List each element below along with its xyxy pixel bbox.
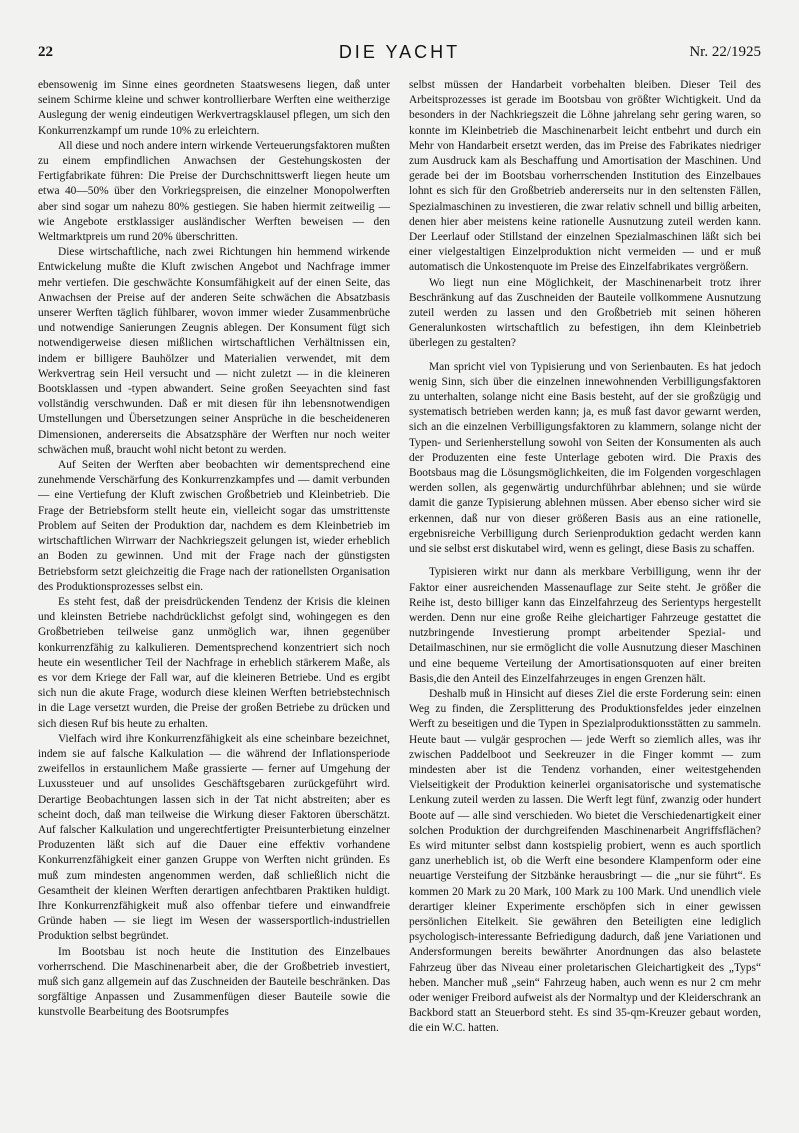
journal-title: DIE YACHT	[338, 42, 461, 62]
paragraph: All diese und noch andere intern wirkende Verteuerungsfaktoren mußten zu einem empfindlichen Anwachsen der Gestehungskosten der Fertigfabrikate führen: Die Preise der Durchschnittswerft liegen heute um etwa 40—50% über den Vorkriegspreisen, die einzelner Monopolwerften aber sind sogar um nahezu 80% gestiegen. Sie haben hiermit zeitweilig — wie Angebote erstklassiger ausländischer Werften beweisen — den Weltmarktpreis um rund 20% überschritten.	[38, 139, 390, 244]
page-header	[38, 44, 761, 70]
paragraph-gap	[409, 352, 761, 360]
paragraph: Es steht fest, daß der preisdrückenden Tendenz der Krisis die kleinen und kleinsten Betriebe nachdrücklichst gefolgt sind, wohingegen es den Großbetrieben teilweise ganz unmöglich war, ihnen gegenüber konkurrenzfähig zu kalkulieren. Dementsprechend konzentriert sich noch heute ein wesentlicher Teil der Nachfrage in erheblich stärkerem Maße, als es vor dem Kriege der Fall war, auf die kleineren Betriebe. Und es ergibt sich nun die akute Frage, wodurch diese kleinen Werften betriebstechnisch in die Lage versetzt wurden, die Preise der großen Betriebe zu drücken und sich diesen Ruf bis heute zu erhalten.	[38, 595, 390, 730]
left-column	[38, 78, 390, 1078]
paragraph: Diese wirtschaftliche, nach zwei Richtungen hin hemmend wirkende Entwickelung mußte die Kluft zwischen Angebot und Nachfrage immer mehr vertiefen. Die geschwächte Konsumfähigkeit auf der einen Seite, das Anwachsen der Preise auf der anderen Seite schwächen die Absatzbasis unserer Werften täglich fühlbarer, wovon immer wieder Zusammenbrüche und notwendige Sanierungen Zeugnis ablegen. Der Konsument fügt sich notwendigerweise diesen mißlichen wirtschaftlichen Verhältnissen ein, indem er billigere Bauhölzer und Materialien verwendet, mit dem Werkvertrag sein Heil versucht und — nicht zuletzt — in die kleineren Bootsklassen und -typen abwandert. Seine großen Seeyachten sind fast vollständig verschwunden. Daß er mit diesen für ihn lebensnotwendigen Umstellungen und Übersetzungen seiner Ansprüche in die bescheideneren Dimensionen, andererseits die Absatzsphäre der Werften nur noch weiter schwächen muß, braucht wohl nicht betont zu werden.	[38, 246, 390, 456]
paragraph: Vielfach wird ihre Konkurrenzfähigkeit als eine scheinbare bezeichnet, indem sie auf falsche Kalkulation — die während der Inflationsperiode zweifellos in erstaunlichem Maße grassierte — ferner auf Umgehung der Luxussteuer und auf unsolides Geschäftsgebaren zurückgeführt wird. Derartige Beobachtungen lassen sich in der Tat nicht abstreiten; aber es scheint doch, daß man teilweise die Wirkung dieser Faktoren überschätzt. Auf falscher Kalkulation und ungerechtfertigter Preisunterbietung einzelner Produzenten läßt sich auf die Dauer eine effektiv vorhandene Konkurrenzfähigkeit einer ganzen Gruppe von Werften nicht gründen. Es muß zum mindesten angenommen werden, daß schließlich nicht die Gesamtheit der kleinen Werften derartigen anfechtbaren Praktiken huldigt. Ihre Konkurrenzfähigkeit muß also offenbar tiefere und einwandfreie Gründe haben — sie liegt im Wesen der wassersportlich-industriellen Produktion selbst begründet.	[38, 732, 390, 943]
paragraph: Deshalb muß in Hinsicht auf dieses Ziel die erste Forderung sein: einen Weg zu finden, die Zersplitterung des Produktionsfeldes jeder einzelnen Werft zu beseitigen und die Typen in Spezialproduktionsstätten zu sammeln. Heute baut — vulgär gesprochen — jede Werft so ziemlich alles, was ihr zwischen Paddelboot und Seekreuzer in die Finger kommt — zum mindesten aber ist die Tendenz vorhanden, einer weitestgehenden Vielseitigkeit der Produktion keinerlei organisatorische und systematische Lenkung zuteil werden zu lassen. Die Werft legt fünf, zwanzig oder hundert Boote auf — alle sind verschieden. Wo bietet die Verschiedenartigkeit einer solchen Produktion der durchgreifenden Maschinenarbeit Angriffsflächen? Es wird mitunter selbst dann kostspielig probiert, wenn es auch sportlich ganz unerheblich ist, ob die Werft eine besondere Klampenform oder eine neuartige Versteifung der Sitzbänke herausbringt — die „nur sie führt“. Es kommen 20 Mark zu 20 Mark, 100 Mark zu 100 Mark. Und unendlich viele derartiger kleiner Experimente erschöpfen sich in einer gewissen persönlichen Eitelkeit. Sie gewähren den Beteiligten eine lediglich psychologisch-interessante Befriedigung dadurch, daß jene Variationen und Andersformungen bereits bewährter Anordnungen das also belastete Fahrzeug über das Niveau einer proletarischen Gleichartigkeit des „Typs“ heben. Mancher muß „sein“ Fahrzeug haben, auch wenn es nur 2 cm mehr oder weniger Freibord aufweist als der Normaltyp und der Kleiderschrank an Backbord statt an Steuerbord steht. Es sind 35-qm-Kreuzer gebaut worden, die ein W.C. hatten.	[409, 687, 761, 1035]
paragraph: ebensowenig im Sinne eines geordneten Staatswesens liegen, daß unter seinem Schirme kleine und schwer kontrollierbare Werften eine weitherzige Auslegung der wenig eindeutigen Werkvertragsklausel pflegen, um sich den Konkurrenzkampf um runde 10% zu erleichtern.	[38, 79, 390, 137]
issue-number: Nr. 22/1925	[689, 44, 761, 60]
paragraph: Typisieren wirkt nur dann als merkbare Verbilligung, wenn ihr der Faktor einer ausreichenden Massenauflage zur Seite steht. Je größer die Reihe ist, desto billiger kann das Einzelfahrzeug des Serientyps hergestellt werden. Denn nur eine große Reihe gleichartiger Fahrzeuge gestattet die nutzbringende Investierung prompt arbeitender Spezial- und Detailmaschinen, nur sie ermöglicht die volle Ausnutzung dieser Maschinen und eine bequeme Verteilung der Amortisationsquoten auf einer breiten Basis,die den Anteil des Einzelfahrzeuges in engen Grenzen hält.	[409, 566, 761, 685]
paragraph: Man spricht viel von Typisierung und von Serienbauten. Es hat jedoch wenig Sinn, sich über die einzelnen innewohnenden Verbilligungsfaktoren zu unterhalten, solange nicht eine Basis besteht, auf der sie großzügig und systematisch betrieben werden kann; ja, es muß fast davor gewarnt werden, sich an die einzelnen Verbilligungsfaktoren zu klammern, solange nicht der Typen- und Serienherstellung sowohl von Seiten der Konsumenten als auch der Produzenten eine feste Unterlage geboten wird. Die Praxis des Bootsbaus mag die Lösungsmöglichkeiten, die im Folgenden vorgeschlagen werden sollen, als gegenwärtig undurchführbar ablehnen; und sie würde damit die ganze Typisierung ablehnen müssen. Aber ebenso sicher wird sie erkennen, daß nur von dieser größeren Basis aus an eine rationelle, ergebnisreiche Verbilligung durch Serienproduktion gedacht werden kann und sie selbst erst diskutabel wird, wenn es gelingt, diese Basis zu schaffen.	[409, 360, 761, 556]
paragraph: Wo liegt nun eine Möglichkeit, der Maschinenarbeit trotz ihrer Beschränkung auf das Zuschneiden der Bauteile vollkommene Ausnutzung zuteil werden zu lassen und den Großbetrieb mit seinen höheren Generalunkosten wirtschaftlich zu befestigen, ihn dem Kleinbetrieb überlegen zu gestalten?	[409, 276, 761, 350]
right-column	[409, 78, 761, 1078]
paragraph: selbst müssen der Handarbeit vorbehalten bleiben. Dieser Teil des Arbeitsprozesses ist gerade im Bootsbau von größter Wichtigkeit. Und da besonders in der Nachkriegszeit die Löhne jahrelang sehr gering waren, so konnte im Kleinbetrieb die Maschinenarbeit leicht entbehrt und durch ein Mehr von Handarbeit ersetzt werden, das im Preise des Fabrikates niedriger zum Ausdruck kam als Beschaffung und Amortisation der Maschinen. Und gerade bei der im Bootsbau vorherrschenden Institution des Einzelbaues lohnt es sich für den Großbetrieb andererseits nur in den seltensten Fällen, Spezialmaschinen zu investieren, die zwar relativ schnell und billig arbeiten, denen hier aber meistens keine rationelle Ausnutzung zuteil werden kann. Der Leerlauf oder Stillstand der einzelnen Spezialmaschinen läßt sich bei einer vielgestaltigen Einzelproduktion nicht vermeiden — und er muß automatisch die Unkostenquote im Preise des Einzelfabrikates vergrößern.	[409, 79, 761, 274]
paragraph: Auf Seiten der Werften aber beobachten wir dementsprechend eine zunehmende Verschärfung des Konkurrenzkampfes und — damit verbunden — eine Vertiefung der Kluft zwischen Großbetrieb und Kleinbetrieb. Die Frage der Betriebsform stellt heute ein, vielleicht sogar das umstrittenste Problem auf Seiten der Produktion dar, nachdem es dem Kleinbetrieb im wirtschaftlichen Wirrwarr der Nachkriegszeit gelungen ist, wieder erheblich an Boden zu gewinnen. Und mit der Frage nach der günstigsten Betriebsform setzt gleichzeitig die Frage nach der rationellsten Organisation des Produktionsprozesses selbst ein.	[38, 459, 390, 593]
page-number: 22	[38, 44, 53, 60]
paragraph-gap	[409, 557, 761, 565]
paragraph: Im Bootsbau ist noch heute die Institution des Einzelbaues vorherrschend. Die Maschinenarbeit aber, die der Großbetrieb investiert, muß sich ganz allgemein auf das Zuschneiden der Bauteile beschränken. Das sorgfältige Anpassen und Zusammenfügen dieser Bauteile sowie die kunstvolle Bearbeitung des Bootsrumpfes	[38, 945, 390, 1019]
article-columns	[38, 78, 761, 1078]
